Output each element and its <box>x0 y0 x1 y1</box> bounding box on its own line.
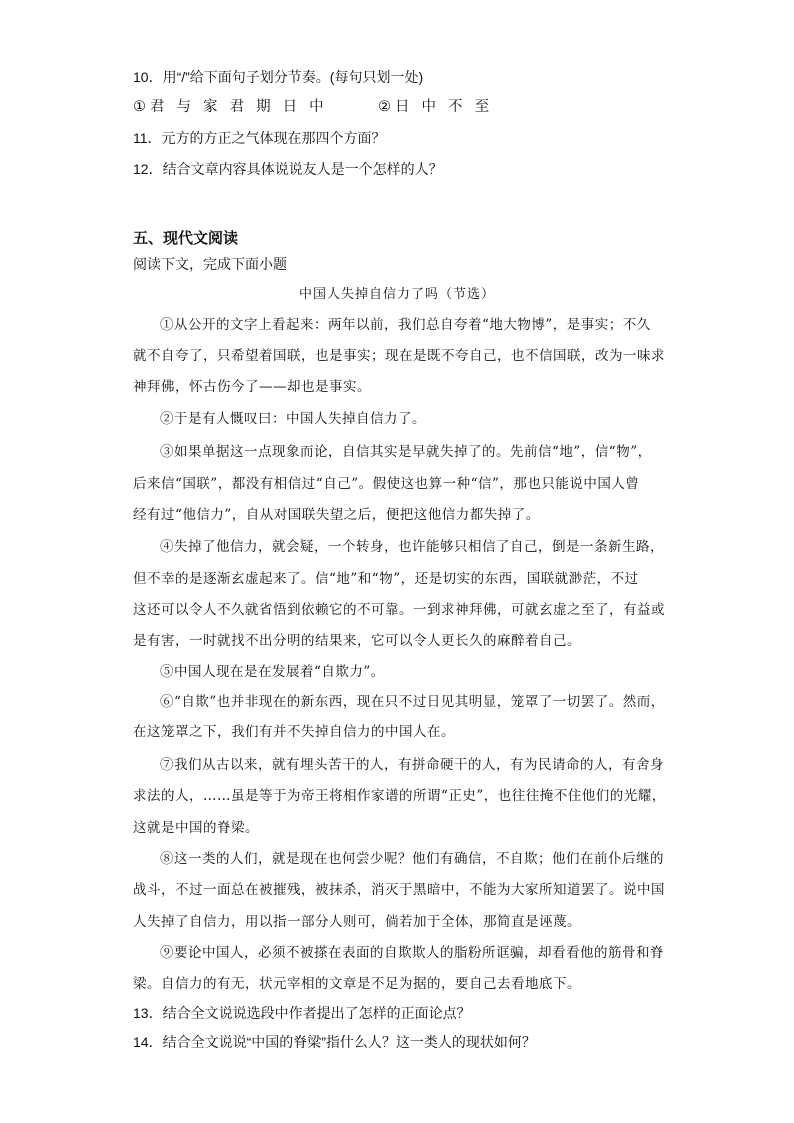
passage-line: 在这笼罩之下，我们有并不失掉自信力的中国人在。 <box>133 724 455 740</box>
passage-line: ①从公开的文字上看起来：两年以前，我们总自夸着“地大物博”，是事实；不久 <box>160 317 651 333</box>
question-11: 11．元方的方正之气体现在那四个方面？ <box>133 130 386 146</box>
section-intro: 阅读下文，完成下面小题 <box>133 256 287 272</box>
passage-line: 战斗，不过一面总在被摧残，被抹杀，消灭于黑暗中，不能为大家所知道罢了。说中国 <box>133 882 665 898</box>
passage-line: 后来信“国联”，都没有相信过“自己”。假使这也算一种“信”，那也只能说中国人曾 <box>133 476 640 492</box>
passage-line: 人失掉了自信力，用以指一部分人则可，倘若加于全体，那简直是诬蔑。 <box>133 914 581 930</box>
passage-line: ②于是有人慨叹曰：中国人失掉自信力了。 <box>160 411 426 427</box>
question-13: 13．结合全文说说选段中作者提出了怎样的正面论点？ <box>133 1005 471 1021</box>
passage-line: 就不自夸了，只希望着国联，也是事实；现在是既不夸自己，也不信国联，改为一味求 <box>133 348 665 364</box>
passage-line: ⑧这一类的人们，就是现在也何尝少呢？他们有确信，不自欺；他们在前仆后继的 <box>160 851 664 867</box>
question-10-option-2: ②日 中 不 至 <box>378 99 494 115</box>
passage-line: ⑤中国人现在是在发展着“自欺力”。 <box>160 664 385 680</box>
passage-line: 梁。自信力的有无，状元宰相的文章是不足为据的，要自己去看地底下。 <box>133 976 581 992</box>
section-heading: 五、现代文阅读 <box>133 229 239 247</box>
passage-line: 这就是中国的脊梁。 <box>133 820 259 836</box>
passage-line: ④失掉了他信力，就会疑，一个转身，也许能够只相信了自己，倒是一条新生路， <box>160 539 664 555</box>
passage-line: ③如果单据这一点现象而论，自信其实是早就失掉了的。先前信“地”，信“物”， <box>160 444 652 460</box>
question-10-option-1: ①君 与 家 君 期 日 中 <box>133 99 328 115</box>
passage-line: 神拜佛，怀古伤今了——却也是事实。 <box>133 379 371 395</box>
passage-line: ⑨要论中国人，必须不被搽在表面的自欺欺人的脂粉所诓骗，却看看他的筋骨和脊 <box>160 945 664 961</box>
passage-line: 这还可以令人不久就省悟到依赖它的不可靠。一到求神拜佛，可就玄虚之至了，有益或 <box>133 602 665 618</box>
passage-line: 求法的人，……虽是等于为帝王将相作家谱的所谓“正史”，也往往掩不住他们的光耀， <box>133 788 666 804</box>
passage-line: ⑥“自欺”也并非现在的新东西，现在只不过日见其明显，笼罩了一切罢了。然而， <box>160 694 665 710</box>
question-12: 12．结合文章内容具体说说友人是一个怎样的人？ <box>133 161 443 177</box>
passage-line: 经有过“他信力”，自从对国联失望之后，便把这他信力都失掉了。 <box>133 507 540 523</box>
passage-line: 但不幸的是逐渐玄虚起来了。信“地”和“物”，还是切实的东西，国联就渺茫，不过 <box>133 571 639 587</box>
passage-line: ⑦我们从古以来，就有埋头苦干的人，有拼命硬干的人，有为民请命的人，有舍身 <box>160 757 664 773</box>
question-10: 10．用“/”给下面句子划分节奏。(每句只划一处) <box>133 69 424 85</box>
question-14: 14．结合全文说说“中国的脊梁”指什么人？这一类人的现状如何？ <box>133 1034 536 1050</box>
passage-title: 中国人失掉自信力了吗（节选） <box>298 287 495 302</box>
passage-line: 是有害，一时就找不出分明的结果来，它可以令人更长久的麻醉着自己。 <box>133 633 581 649</box>
